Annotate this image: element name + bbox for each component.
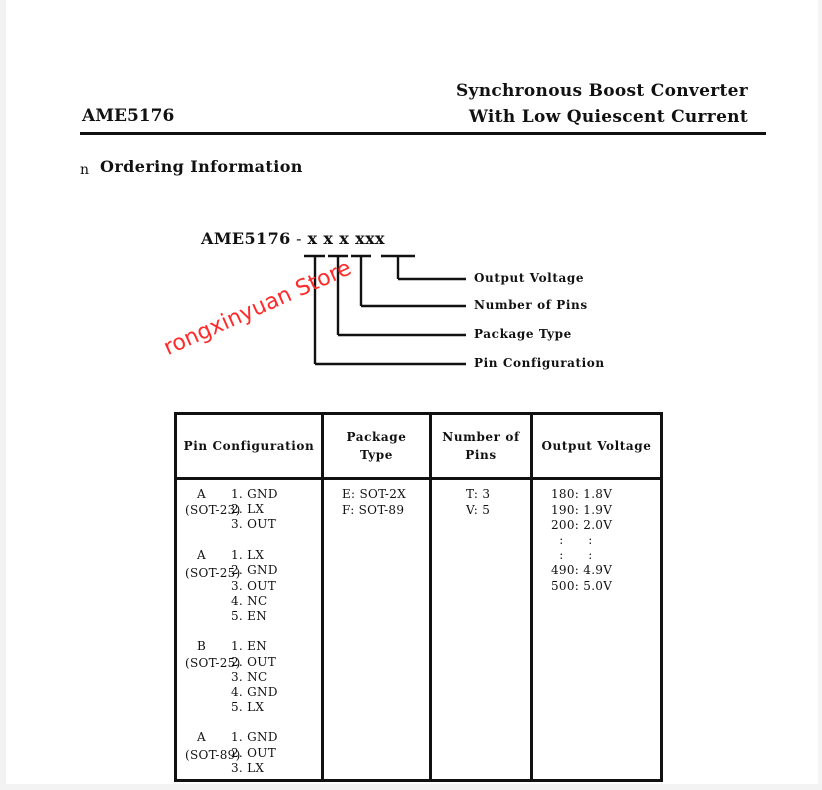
output-voltage-ellipsis: : :	[551, 533, 593, 547]
pin-config-2-pin: 1. LX	[231, 548, 265, 562]
pin-config-4-pin: 2. OUT	[231, 746, 277, 760]
pin-config-1-code: A	[197, 487, 206, 501]
section-bullet: n	[80, 162, 90, 178]
pin-config-4-pin: 1. GND	[231, 730, 278, 744]
header-rule	[80, 132, 766, 135]
watermark: rongxinyuan Store	[160, 255, 356, 361]
pin-config-1-package: (SOT-23)	[185, 503, 241, 517]
pin-config-3-pin: 1. EN	[231, 639, 268, 653]
header-pin-configuration: Pin Configuration	[183, 439, 315, 453]
bracket-output-voltage	[381, 256, 466, 279]
label-pin-configuration: Pin Configuration	[474, 356, 605, 370]
code-separator: -	[290, 229, 308, 248]
header-output-voltage: Output Voltage	[541, 439, 652, 453]
number-of-pins-item: T: 3	[466, 487, 491, 501]
part-number: AME5176	[82, 106, 175, 126]
document-title	[456, 78, 748, 130]
pin-config-2-pin: 2. GND	[231, 563, 278, 577]
label-output-voltage: Output Voltage	[474, 271, 585, 285]
pin-config-2-pin: 3. OUT	[231, 579, 277, 593]
output-voltage-item: 180: 1.8V	[551, 487, 613, 501]
header-package-type: Package Type	[346, 430, 407, 462]
pin-config-3-code: B	[197, 639, 207, 653]
output-voltage-item: 500: 5.0V	[551, 579, 613, 593]
title-line-2: With Low Quiescent Current	[468, 107, 748, 127]
label-number-of-pins: Number of Pins	[474, 298, 588, 312]
pin-config-1-pin: 1. GND	[231, 487, 278, 501]
output-voltage-ellipsis: : :	[551, 548, 593, 562]
section-title: Ordering Information	[100, 157, 303, 176]
output-voltage-item: 490: 4.9V	[551, 563, 613, 577]
ordering-table	[174, 412, 663, 782]
pin-config-3-pin: 3. NC	[231, 670, 268, 684]
pin-config-2-pin: 4. NC	[231, 594, 268, 608]
code-prefix: AME5176	[201, 229, 291, 248]
bracket-number-of-pins	[351, 256, 466, 306]
number-of-pins-item: V: 5	[466, 503, 491, 517]
pin-config-3-pin: 5. LX	[231, 700, 265, 714]
pin-config-3-pin: 2. OUT	[231, 655, 277, 669]
pin-config-1-pin: 3. OUT	[231, 517, 277, 531]
label-package-type: Package Type	[474, 327, 572, 341]
title-line-1: Synchronous Boost Converter	[455, 81, 748, 101]
page-edge-bottom	[0, 784, 822, 790]
page-edge-right	[818, 0, 822, 790]
package-type-item: F: SOT-89	[342, 503, 405, 517]
pin-config-3-package: (SOT-25)	[185, 656, 241, 670]
pin-config-2-pin: 5. EN	[231, 609, 268, 623]
table-header-rule	[177, 477, 660, 480]
pin-config-4-pin: 3. LX	[231, 761, 265, 775]
header-number-of-pins: Number of Pins	[442, 430, 520, 462]
output-voltage-item: 200: 2.0V	[551, 518, 613, 532]
pin-config-3-pin: 4. GND	[231, 685, 278, 699]
package-type-item: E: SOT-2X	[342, 487, 407, 501]
pin-config-2-package: (SOT-25)	[185, 566, 241, 580]
output-voltage-item: 190: 1.9V	[551, 503, 613, 517]
pin-config-4-code: A	[197, 730, 206, 744]
code-fields: x x x xxx	[307, 229, 385, 248]
ordering-code	[201, 229, 385, 248]
pin-config-1-pin: 2. LX	[231, 502, 265, 516]
pin-config-2-code: A	[197, 548, 206, 562]
pin-config-4-package: (SOT-89)	[185, 748, 241, 762]
page-edge-left	[0, 0, 6, 790]
